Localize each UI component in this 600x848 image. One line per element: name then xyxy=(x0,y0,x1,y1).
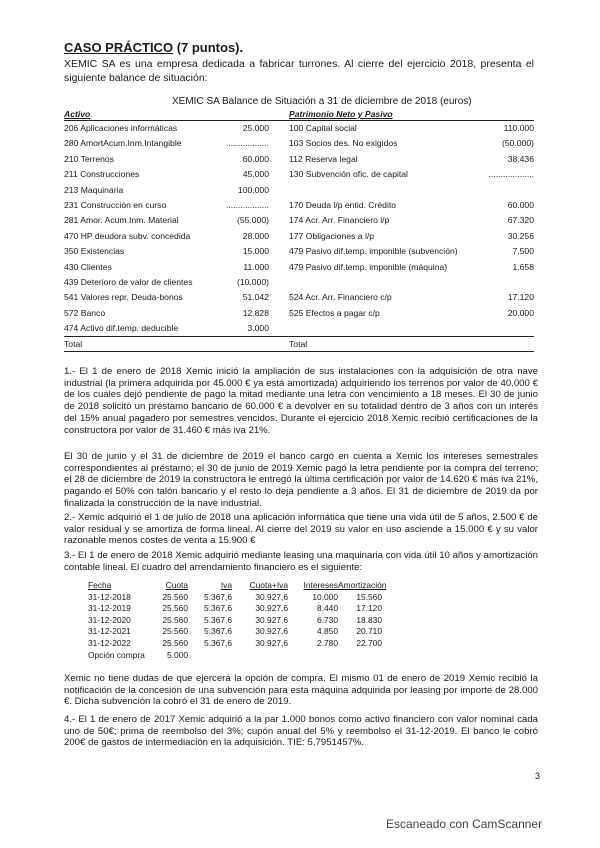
lease-cell: 31-12-2018 xyxy=(88,591,131,602)
asset-label: 213 Maquinaria xyxy=(64,184,124,195)
lease-cell: 25.560 xyxy=(162,603,188,614)
asset-value: .................. xyxy=(226,199,269,210)
lease-rows xyxy=(88,592,382,650)
lease-col-header: Intereses xyxy=(303,580,338,590)
lease-option-row xyxy=(88,650,382,662)
asset-label: 231 Construcción en curso xyxy=(64,199,167,210)
assets-header: Activo xyxy=(64,109,91,119)
lease-header xyxy=(88,580,387,592)
liability-label xyxy=(289,183,459,198)
asset-label: 470 HP deudora subv. concedida xyxy=(64,230,191,241)
case-title: CASO PRÁCTICO xyxy=(64,40,174,55)
liability-value: 30.256 xyxy=(507,230,534,241)
liability-value: 1.658 xyxy=(512,261,534,272)
balance-row xyxy=(64,229,534,244)
lease-cell: 2.780 xyxy=(317,637,338,648)
liability-label: 174 Acr. Arr. Financiero l/p xyxy=(289,215,390,226)
lease-col-header: Amortización xyxy=(338,580,387,590)
asset-label: 439 Deterioro de valor de clientes xyxy=(64,276,193,287)
lease-cell: 5.367,6 xyxy=(204,614,232,625)
lease-cell: 22.700 xyxy=(356,637,382,648)
balance-row xyxy=(64,275,534,290)
case-heading xyxy=(64,40,243,55)
lease-cell: 31-12-2022 xyxy=(88,637,131,648)
asset-label: 211 Construcciones xyxy=(64,169,140,180)
lease-table xyxy=(88,580,387,661)
liability-label xyxy=(289,321,459,336)
asset-label: 350 Existencias xyxy=(64,246,125,257)
lease-cell: 30.927,6 xyxy=(255,637,288,648)
asset-label: 430 Clientes xyxy=(64,261,112,272)
lease-cell: 5.367,6 xyxy=(204,603,232,614)
balance-row xyxy=(64,198,534,213)
lease-cell: 25.560 xyxy=(162,626,188,637)
liability-value xyxy=(459,321,534,336)
liability-label: 524 Acr. Arr. Financiero c/p xyxy=(289,292,392,303)
lease-cell: 17.120 xyxy=(356,603,382,614)
assets-total-label: Total xyxy=(64,339,83,350)
lease-cell: 10.000 xyxy=(312,591,338,602)
asset-label: 206 Aplicaciones informáticas xyxy=(64,123,178,133)
balance-row xyxy=(64,213,534,228)
liability-value: 67.320 xyxy=(507,215,534,226)
paragraph-1: 1.- El 1 de enero de 2018 Xemic inició la ampliación de sus instalaciones con la adquisición de otra nave industrial (la primera adquirida por 45.000 € ya está amortizada) adquiriendo los terrenos por valor de 40.000 € de los cuales dejó pendiente de pago la mitad mediante una letra con vencimiento a 18 meses. El 30 de junio de 2018 solicitó un préstamo bancario de 60.000 € a devolver en su totalidad dentro de 3 años con un interés del 15% anual pagadero por semestres vencidos. Durante el ejercicio 2018 Xemic recibió certificaciones de la constructora por valor de 31.460 € más iva 21%. xyxy=(64,366,538,436)
liability-value: ................... xyxy=(488,169,534,180)
lease-cell: 8.440 xyxy=(317,603,338,614)
asset-label: 572 Banco xyxy=(64,307,106,318)
asset-label: 474 Activo dif.temp. deducible xyxy=(64,323,179,334)
liability-value: (50.000) xyxy=(501,138,534,149)
lease-cell: 5.367,6 xyxy=(204,591,232,602)
asset-label: 281 Amor. Acum.Inm. Material xyxy=(64,215,179,226)
balance-row xyxy=(64,183,534,198)
intro-paragraph: XEMIC SA es una empresa dedicada a fabricar turrones. Al cierre del ejercicio 2018, presenta el siguiente balance de situación: xyxy=(64,58,534,84)
paragraph-4: 4.- El 1 de enero de 2017 Xemic adquirió a la par 1.000 bonos como activo financiero con valor nominal cada uno de 50€; prima de reembolso del 3%; cupón anual del 5% y reembolso el 31-12-2019. El banco le cobró 200€ de gastos de intermediación en la adquisición. TIE: 5,7951457%. xyxy=(64,714,538,749)
lease-cell: 5.367,6 xyxy=(204,626,232,637)
asset-value: 3.000 xyxy=(247,323,269,334)
lease-cell: 25.560 xyxy=(162,637,188,648)
option-value: 5.000 xyxy=(167,649,188,660)
liability-value: 20.000 xyxy=(507,307,534,318)
lease-row xyxy=(88,626,382,638)
asset-value: 15.000 xyxy=(242,246,269,257)
balance-rows xyxy=(64,121,534,336)
asset-value: 45.000 xyxy=(242,169,269,180)
lease-cell: 31-12-2019 xyxy=(88,603,131,614)
balance-row xyxy=(64,321,534,336)
liabilities-header: Patrimonio Neto y Pasivo xyxy=(289,109,393,119)
liability-label: 525 Efectos a pagar c/p xyxy=(289,307,380,318)
lease-cell: 20.710 xyxy=(356,626,382,637)
liability-value xyxy=(459,275,534,290)
asset-value: .................. xyxy=(226,138,269,149)
liability-label: 479 Pasivo dif.temp. imponible (máquina) xyxy=(289,261,448,272)
balance-row xyxy=(64,152,534,167)
asset-value: 12.828 xyxy=(242,307,269,318)
option-label: Opción compra xyxy=(88,649,145,660)
lease-row xyxy=(88,592,382,604)
asset-value: 51.042 xyxy=(242,292,269,303)
lease-row xyxy=(88,615,382,627)
lease-cell: 25.560 xyxy=(162,591,188,602)
liability-label: 170 Deuda l/p entid. Crédito xyxy=(289,199,397,210)
balance-row xyxy=(64,121,534,136)
liability-label: 103 Socios des. No exigidos xyxy=(289,138,398,149)
asset-label: 210 Terrenos xyxy=(64,153,115,164)
asset-value: (10.000) xyxy=(236,276,269,287)
case-points: (7 puntos). xyxy=(176,40,244,55)
lease-row xyxy=(88,603,382,615)
lease-cell: 18.830 xyxy=(356,614,382,625)
lease-col-header: Iva xyxy=(220,580,232,590)
liability-label: 100 Capital social xyxy=(289,123,357,133)
lease-row xyxy=(88,638,382,650)
paragraph-2: 2.- Xemic adquirió el 1 de julio de 2018 una aplicación informática que tiene una vida útil de 5 años, 2.500 € de valor residual y se amortiza de forma lineal. Al cierre del 2019 su valor en uso asciende a 15.000 € y su valor razonable menos costes de venta a 15.900 € xyxy=(64,512,538,547)
lease-col-header: Cuota xyxy=(165,580,188,590)
asset-label: 541 Valores repr. Deuda-bonos xyxy=(64,292,183,303)
lease-cell: 31-12-2020 xyxy=(88,614,131,625)
balance-row xyxy=(64,167,534,182)
liability-value: 7.500 xyxy=(512,246,534,257)
lease-cell: 25.560 xyxy=(162,614,188,625)
liability-label: 177 Obligaciones a l/p xyxy=(289,230,375,241)
liability-value xyxy=(459,183,534,198)
lease-cell: 30.927,6 xyxy=(255,603,288,614)
lease-cell: 6.730 xyxy=(317,614,338,625)
asset-value: 60.000 xyxy=(242,153,269,164)
balance-header xyxy=(64,108,534,121)
liability-value: 17.120 xyxy=(507,292,534,303)
paragraph-3: 3.- El 1 de enero de 2018 Xemic adquirió mediante leasing una maquinaria con vida útil 10 años y amortización contable lineal. El cuadro del arrendamiento financiero es el siguiente: xyxy=(64,550,538,573)
asset-value: 28.000 xyxy=(242,230,269,241)
balance-row xyxy=(64,306,534,321)
paragraph-1b: El 30 de junio y el 31 de diciembre de 2019 el banco cargó en cuenta a Xemic los intereses semestrales correspondientes al préstamo; el 30 de junio de 2019 Xemic pagó la letra pendiente por la compra del terreno; el 28 de diciembre de 2019 la constructora le entregó la última certificación por valor de 14.620 € más iva 21%, pagando el 50% con talón bancario y el resto lo deja pendiente a 3 años. El 31 de diciembre de 2019 da por finalizada la construcción de la nave industrial. xyxy=(64,451,538,509)
paragraph-3b: Xemic no tiene dudas de que ejercerá la opción de compra. El mismo 01 de enero de 2019 Xemic recibió la notificación de la concesión de una subvención para esta máquina adquirida por leasing por importe de 28.000 €. Dicha subvención la cobró el 31 de enero de 2019. xyxy=(64,673,538,708)
liability-value: 38.436 xyxy=(507,153,534,164)
balance-row xyxy=(64,244,534,259)
lease-cell: 4.850 xyxy=(317,626,338,637)
lease-col-header: Fecha xyxy=(88,580,112,590)
liability-label: 130 Subvención ofic. de capital xyxy=(289,169,408,180)
balance-row xyxy=(64,260,534,275)
asset-label: 280 AmortAcum.Inm.Intangible xyxy=(64,138,182,149)
asset-value: 100.000 xyxy=(237,184,269,195)
balance-total-row xyxy=(64,336,534,352)
lease-cell: 15.560 xyxy=(356,591,382,602)
liability-value: 60.000 xyxy=(507,199,534,210)
lease-col-header: Cuota+Iva xyxy=(249,580,288,590)
liabilities-total-label: Total xyxy=(289,339,308,350)
liability-value: 110.000 xyxy=(503,123,534,133)
balance-title: XEMIC SA Balance de Situación a 31 de diciembre de 2018 (euros) xyxy=(172,96,472,107)
liability-label xyxy=(289,275,459,290)
lease-cell: 5.367,6 xyxy=(204,637,232,648)
balance-row xyxy=(64,290,534,305)
page-number: 3 xyxy=(535,771,541,781)
balance-table xyxy=(64,108,534,352)
asset-value: 11.000 xyxy=(243,261,269,272)
asset-value: (55.000) xyxy=(236,215,269,226)
liability-label: 479 Pasivo dif.temp. imponible (subvención) xyxy=(289,246,458,257)
scanner-watermark: Escaneado con CamScanner xyxy=(386,817,543,831)
lease-cell: 31-12-2021 xyxy=(88,626,131,637)
asset-value: 25.000 xyxy=(242,123,269,133)
lease-cell: 30.927,6 xyxy=(255,614,288,625)
balance-row xyxy=(64,136,534,151)
liability-label: 112 Reserva legal xyxy=(289,153,358,164)
lease-cell: 30.927,6 xyxy=(255,626,288,637)
lease-cell: 30.927,6 xyxy=(255,591,288,602)
